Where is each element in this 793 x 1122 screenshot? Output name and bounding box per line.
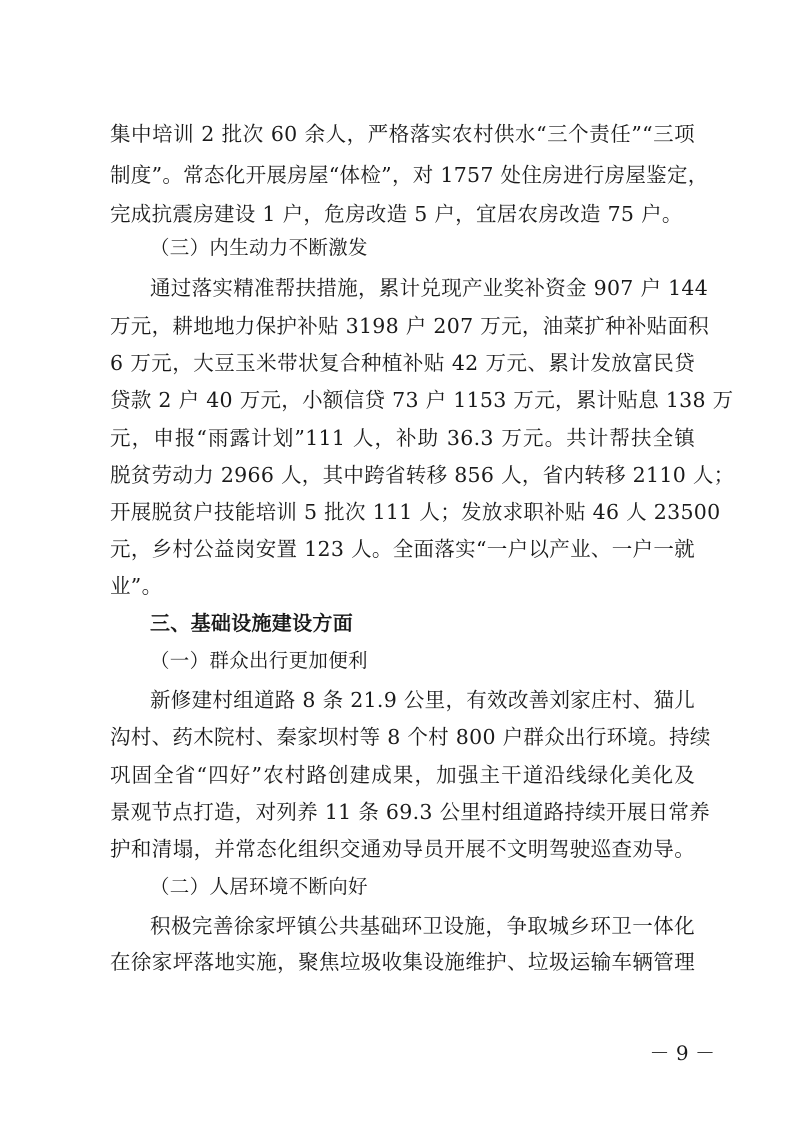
paragraph-line: 新修建村组道路 8 条 21.9 公里，有效改善刘家庄村、猫儿 (150, 688, 696, 712)
paragraph-line: 沟村、药木院村、秦家坝村等 8 个村 800 户群众出行环境。持续 (110, 725, 711, 749)
paragraph-line: 集中培训 2 批次 60 余人，严格落实农村供水“三个责任”“三项 (110, 122, 695, 146)
paragraph-line: 通过落实精准帮扶措施，累计兑现产业奖补资金 907 户 144 (150, 276, 709, 300)
paragraph-line: 开展脱贫户技能培训 5 批次 111 人；发放求职补贴 46 人 23500 (110, 500, 721, 524)
page-number: － 9 － (649, 1041, 715, 1065)
paragraph-line: 6 万元，大豆玉米带状复合种植补贴 42 万元、累计发放富民贷 (110, 351, 695, 375)
paragraph-line: 元，申报“雨露计划”111 人，补助 36.3 万元。共计帮扶全镇 (110, 426, 695, 450)
paragraph-line: 景观节点打造，对列养 11 条 69.3 公里村组道路持续开展日常养 (110, 800, 710, 824)
paragraph-line: 在徐家坪落地实施，聚焦垃圾收集设施维护、垃圾运输车辆管理 (110, 950, 695, 974)
paragraph-line: 积极完善徐家坪镇公共基础环卫设施，争取城乡环卫一体化 (150, 914, 695, 938)
paragraph-line: 护和清塌，并常态化组织交通劝导员开展不文明驾驶巡查劝导。 (110, 837, 695, 861)
paragraph-line: 制度”。常态化开展房屋“体检”，对 1757 处住房进行房屋鉴定， (110, 163, 709, 187)
subsection-heading: （一）群众出行更加便利 (150, 649, 368, 672)
paragraph-line: 元，乡村公益岗安置 123 人。全面落实“一户以产业、一户一就 (110, 537, 695, 561)
subsection-heading: （二）人居环境不断向好 (150, 875, 368, 898)
paragraph-line: 巩固全省“四好”农村路创建成果，加强主干道沿线绿化美化及 (110, 763, 695, 787)
paragraph-line: 脱贫劳动力 2966 人，其中跨省转移 856 人，省内转移 2110 人； (110, 463, 735, 487)
paragraph-line: 完成抗震房建设 1 户，危房改造 5 户，宜居农房改造 75 户。 (110, 202, 683, 226)
paragraph-line: 业”。 (110, 574, 163, 598)
subsection-heading: （三）内生动力不断激发 (150, 236, 368, 259)
section-heading: 三、基础设施建设方面 (150, 611, 353, 635)
paragraph-line: 万元，耕地地力保护补贴 3198 户 207 万元，油菜扩种补贴面积 (110, 314, 710, 338)
paragraph-line: 贷款 2 户 40 万元，小额信贷 73 户 1153 万元，累计贴息 138 万 (110, 388, 734, 412)
